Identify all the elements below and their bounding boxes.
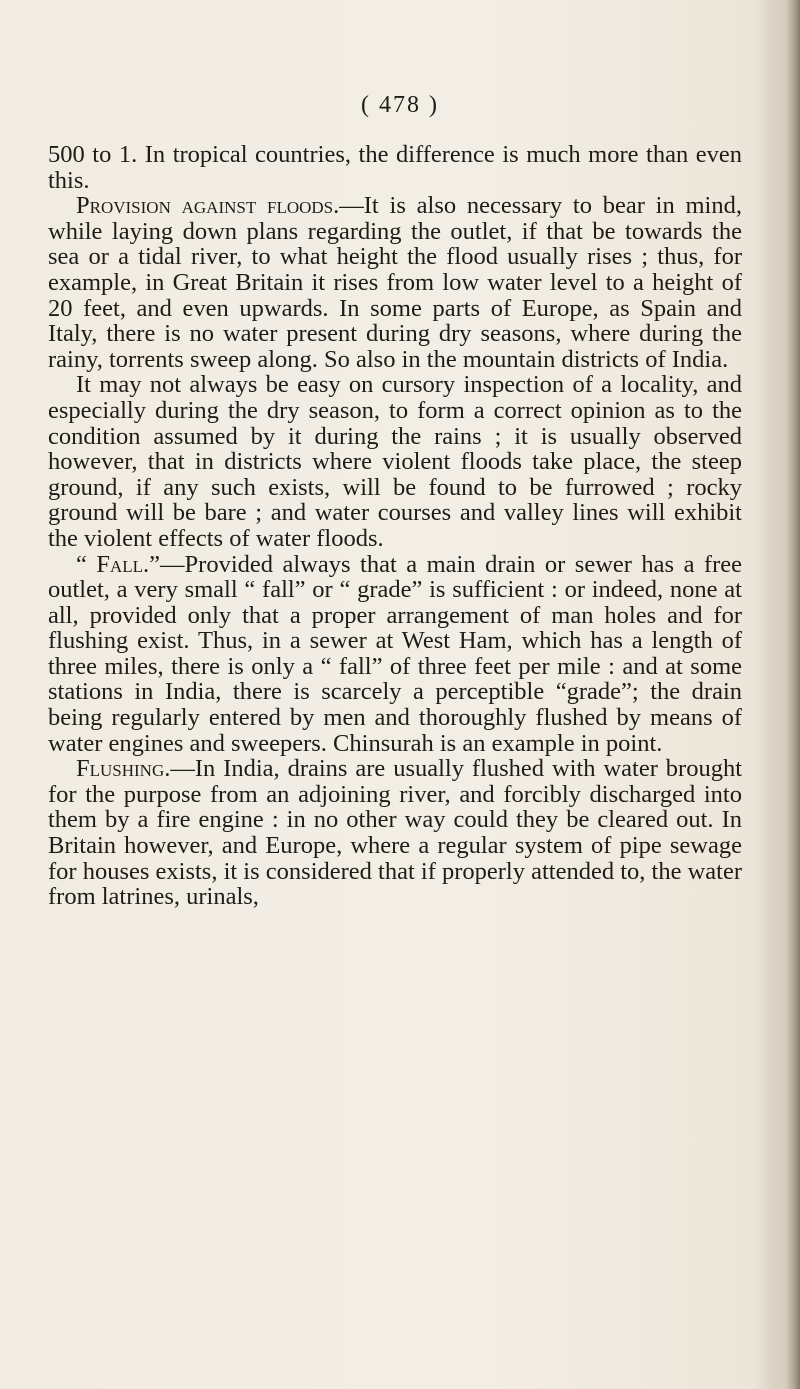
paragraph-flushing: Flushing.—In India, drains are usually flushed with water brought for the purpose from an adjoining river, and forcibly discharged into them by a fire engine : in no other way could they be cleared out. In Britain however, and Europe, where a regular system of pipe sewage for houses exists, it is considered that if properly attended to, the water from latrines, urinals, [48, 755, 742, 911]
section-heading-fall: “ Fall.” [76, 550, 161, 578]
body-text [48, 142, 742, 910]
section-heading-flushing: Flushing. [76, 755, 171, 783]
page-number: ( 478 ) [361, 92, 439, 118]
section-heading-provision: Provision against floods. [76, 192, 340, 220]
paragraph-provision-floods: Provision against floods.—It is also necessary to bear in mind, while laying down plans regarding the outlet, if that be towards the sea or a tidal river, to what height the flood usually rises ; thus, for example, in Great Britain it rises from low water level to a height of 20 feet, and even upwards. In some parts of Europe, as Spain and Italy, there is no water present during dry seasons, where during the rainy, torrents sweep along. So also in the mountain districts of India. [48, 192, 742, 373]
paragraph-fall: “ Fall.”—Provided always that a main drain or sewer has a free outlet, a very small “ fall” or “ grade” is sufficient : or indeed, none at all, provided only that a proper arrangement of man holes and for flushing exist. Thus, in a sewer at West Ham, which has a length of three miles, there is only a “ fall” of three feet per mile : and at some stations in India, there is scarcely a perceptible “grade”; the drain being regularly entered by men and thoroughly flushed by means of water engines and sweepers. Chinsurah is an example in point. [48, 550, 743, 757]
paragraph-1: 500 to 1. In tropical countries, the difference is much more than even this. [48, 141, 742, 194]
paragraph-3: It may not always be easy on cursory inspection of a locality, and especially during the dry season, to form a correct opinion as to the condition assumed by it during the rains ; it is usually observed however, that in districts where violent floods take place, the steep ground, if any such exists, will be found to be furrowed ; rocky ground will be bare ; and water courses and valley lines will exhibit the violent effects of water floods. [48, 371, 742, 552]
page-edge-shadow [786, 0, 800, 1389]
